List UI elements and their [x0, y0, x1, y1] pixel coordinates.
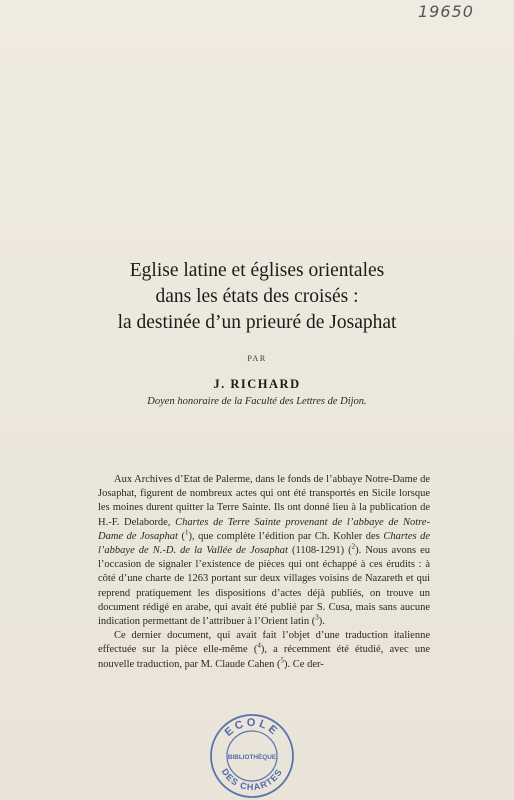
footnote-ref-5[interactable]: 5 [280, 656, 285, 665]
title-line-3: la destinée d’un prieuré de Josaphat [117, 312, 397, 333]
author-name: J. RICHARD [213, 377, 301, 391]
p1-text-5: . [322, 616, 325, 628]
stamp-top-text: ECOLE [222, 716, 282, 739]
title-line-1: Eglise latine et églises orientales [129, 260, 385, 281]
article-title [0, 258, 514, 336]
p1-text-4: . Nous avons eu l’occasion de signaler l’existence de pièces qui ont échappé à ces érudits : à côté d’une charte de 1263 portant sur deux villages voisins de Nazareth et qui reprend pratiquement les dispositions d’actes déjà publiés, on trouve un document rédigé en arabe, qui avait été publié par S. Cusa, mais sans aucune indication permettant de l’attribuer à l’Orient latin [98, 545, 431, 628]
p2-text-3: . Ce der- [287, 658, 324, 670]
footnote-ref-1[interactable]: 1 [184, 528, 189, 537]
p1-title-delaborde: Chartes de Terre Sainte provenant de l’abbaye de Notre-Dame de Josaphat [98, 516, 431, 542]
paragraph-1: Aux Archives d’Etat de Palerme, dans le fonds de l’abbaye Notre-Dame de Josaphat, figurent de nombreux actes qui ont été transportés en Sicile lorsque les moines durent quitter la Terre Sainte. Ils ont donné lieu à la publication de H.-F. Delaborde, Chartes de Terre Sainte provenant de l’abbaye de Notre-Dame de Josaphat ($^1$), que complète l’édition par Ch. Kohler des Chartes de l’abbaye de N.-D. de la Vallée de Josaphat (1108-1291) ($^2$). Nous avons eu l’occasion de signaler l’existence de pièces qui ont échappé à ces érudits : à côté d’une charte de 1263 portant sur deux villages voisins de Nazareth et qui reprend pratiquement les dispositions d’actes déjà publiés, on trouve un document rédigé en arabe, qui avait été publié par S. Cusa, mais sans aucune indication permettant de l’attribuer à l’Orient latin ($^3$). [98, 474, 431, 628]
title-line-2: dans les états des croisés : [155, 286, 359, 307]
handwritten-shelf-number: 19650 [418, 2, 474, 21]
by-line-par: PAR [247, 354, 267, 363]
author-affiliation: Doyen honoraire de la Faculté des Lettres de Dijon. [147, 396, 367, 407]
p2-text-1: Ce dernier document, qui avait fait l’objet d’une traduction italienne effectuée sur la pièce elle-même [98, 630, 430, 656]
stamp-middle-text: BIBLIOTHÈQUE [227, 754, 277, 761]
footnote-ref-3[interactable]: 3 [315, 613, 319, 622]
footnote-ref-4[interactable]: 4 [257, 641, 261, 650]
p1-text-2: , que complète l’édition par Ch. Kohler des [191, 530, 384, 542]
p1-title-kohler: Chartes de l’abbaye de N.-D. de la Vallée de Josaphat [98, 530, 430, 557]
footnote-ref-2[interactable]: 2 [351, 542, 356, 551]
library-stamp [208, 712, 296, 800]
p1-text-3: (1108-1291) [287, 545, 349, 557]
article-body [98, 473, 430, 672]
p1-text-1: Aux Archives d’Etat de Palerme, dans le fonds de l’abbaye Notre-Dame de Josaphat, figurent de nombreux actes qui ont été transportés en Sicile lorsque les moines durent quitter la Terre Sainte. Ils ont donné lieu à la publication de H.-F. Delaborde, [98, 474, 430, 528]
p2-text-2: , a récemment été étudié, avec une nouvelle traduction, par M. Claude Cahen [98, 644, 430, 670]
paragraph-2: Ce dernier document, qui avait fait l’objet d’une traduction italienne effectuée sur la pièce elle-même ($^4$), a récemment été étudié, avec une nouvelle traduction, par M. Claude Cahen ($^5$). Ce der- [98, 630, 430, 670]
stamp-bottom-text: DES CHARTES [219, 766, 285, 793]
